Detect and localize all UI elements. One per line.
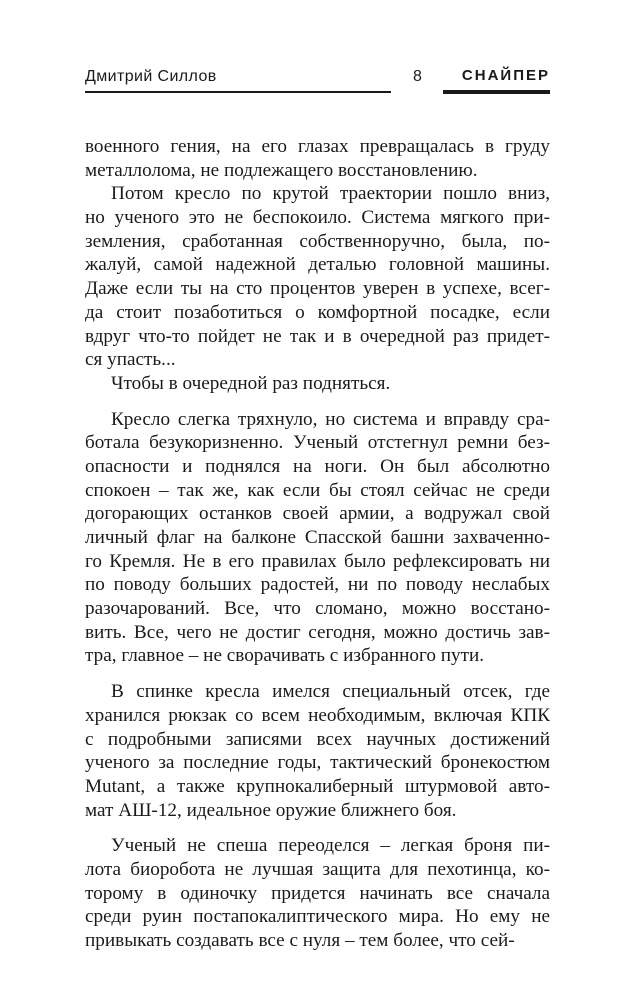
text-line: среди руин постапокалиптического мира. Но ему не [85,906,550,928]
text-line: с подробными записями всех научных достижений [85,728,550,750]
series-underline-rule [443,90,550,94]
text-line: опасности и поднялся на ноги. Он был абсолютно [85,455,550,477]
paragraph [85,680,550,822]
running-header [85,68,550,98]
text-line: Кресло слегка тряхнуло, но система и вправду сра- [111,408,550,430]
text-line: жалуй, самой надежной деталью головной машины. [85,254,550,276]
text-line: разочарований. Все, что сломано, можно восстано- [85,598,550,620]
text-line: мат АШ-12, идеальное оружие ближнего боя. [85,799,457,821]
text-line: тра, главное – не сворачивать с избранного пути. [85,645,485,667]
text-line: ученого за последние годы, тактический бронекостюм [85,752,550,774]
text-line: металлолома, не подлежащего восстановлению. [85,159,478,181]
text-line: Чтобы в очередной раз подняться. [111,372,391,394]
text-line: личный флаг на балконе Спасской башни захваченно- [85,527,550,548]
text-line: Потом кресло по крутой траектории пошло вниз, [111,183,550,205]
body-text [85,135,550,953]
text-line: ботала безукоризненно. Ученый отстегнул ремни без- [85,432,550,454]
text-line: земления, сработанная собственноручно, была, по- [85,230,550,252]
text-line: спокоен – так же, как если бы стоял сейчас не среди [85,479,550,501]
paragraph [85,834,550,952]
running-header-author: Дмитрий Силлов [85,68,217,85]
text-line: лота биоробота не лучшая защита для пехотинца, ко- [85,858,550,880]
text-line: Mutant, а также крупнокалиберный штурмовой авто- [85,775,550,797]
text-line: ся упасть... [85,349,176,371]
paragraph-spacer [85,396,550,408]
text-line: вдруг что-то пойдет не так и в очередной раз придет- [85,325,550,347]
text-line: догорающих останков своей армии, а водружал свой [85,503,550,525]
paragraph [85,182,550,372]
text-line: го Кремля. Не в его правилах было рефлексировать ни [85,550,550,572]
paragraph-spacer [85,822,550,834]
text-line: Ученый не спеша переоделся – легкая броня пи- [111,835,550,857]
paragraph [85,372,550,396]
text-line: но ученого это не беспокоило. Система мягкого при- [85,207,550,229]
text-line: привыкать создавать все с нуля – тем более, что сей- [85,930,515,951]
text-line: В спинке кресла имелся специальный отсек, где [111,681,550,703]
text-line: да стоит позаботиться о комфортной посадке, если [85,301,550,323]
text-line: хранился рюкзак со всем необходимым, включая КПК [85,704,550,726]
text-line: военного гения, на его глазах превращалась в груду [85,136,550,157]
paragraph [85,408,550,669]
paragraph [85,135,550,182]
running-header-series-title: СНАЙПЕР [461,67,550,84]
text-line: по поводу больших радостей, ни по поводу неслабых [85,574,550,596]
author-underline-rule [85,91,391,93]
text-line: торому в одиночку придется начинать все сначала [85,882,550,904]
text-line: Даже если ты на сто процентов уверен в успехе, всег- [85,278,550,300]
paragraph-spacer [85,668,550,680]
page-number: 8 [413,68,422,85]
text-line: вить. Все, чего не достиг сегодня, можно достичь зав- [85,621,550,643]
